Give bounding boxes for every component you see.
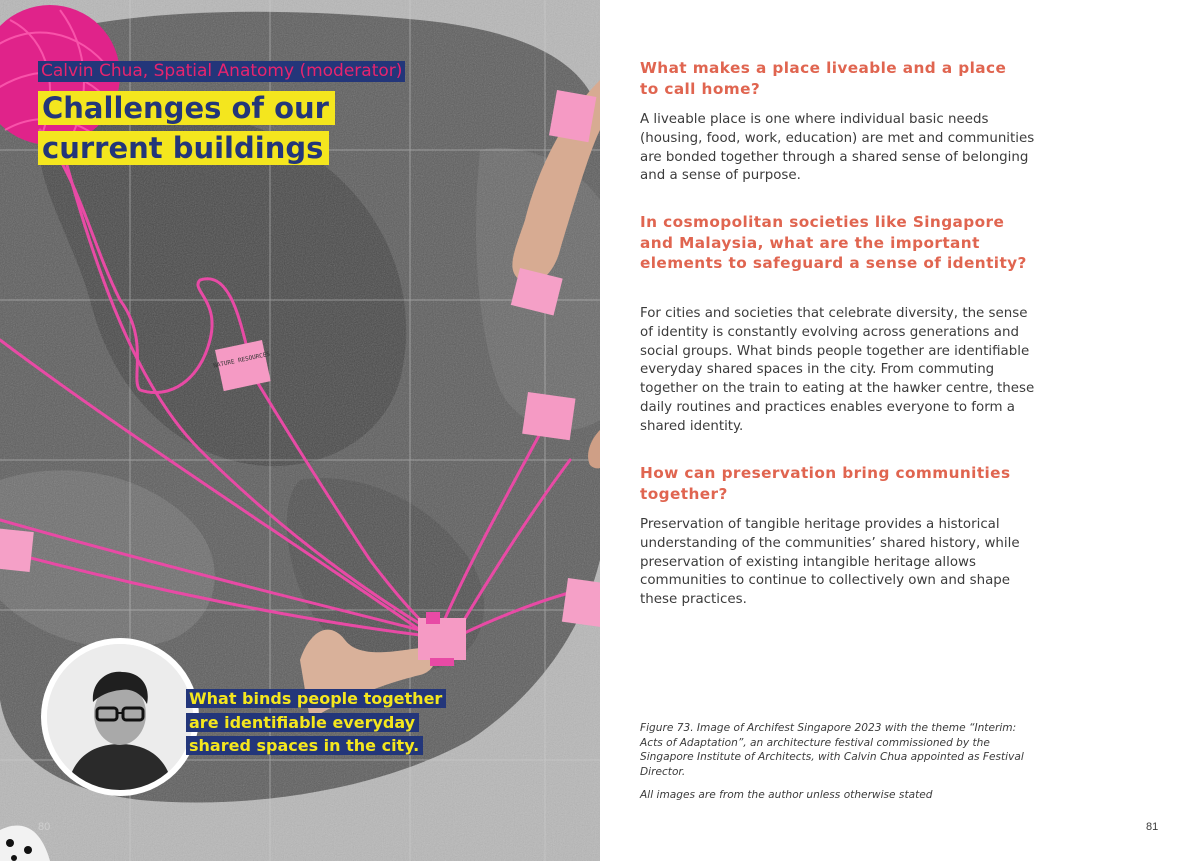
pull-quote-line-3: shared spaces in the city. <box>186 736 423 755</box>
svg-text:NATURE RESOURCES: NATURE RESOURCES <box>212 350 271 370</box>
answer-1: A liveable place is one where individual basic needs (housing, food, work, education) are met and communities are bonded together through a shared sense of belonging and a sense of purpose. <box>640 112 1035 184</box>
page-number-left: 80 <box>38 821 51 833</box>
page-title-line-1: Challenges of our <box>38 91 335 125</box>
image-credit: All images are from the author unless otherwise stated <box>640 789 933 801</box>
question-1: What makes a place liveable and a place to call home? <box>640 59 1007 98</box>
portrait-photo <box>47 644 193 790</box>
page-title <box>38 88 335 168</box>
sticky-note-curator <box>0 528 34 572</box>
right-page <box>600 0 1200 861</box>
page-title-line-2: current buildings <box>38 131 329 165</box>
sticky-note-top-edge <box>549 90 596 142</box>
pull-quote <box>186 687 486 758</box>
page-number-right: 81 <box>1146 821 1159 833</box>
sticky-note-heritage <box>522 392 575 440</box>
speaker-kicker: Calvin Chua, Spatial Anatomy (moderator) <box>38 61 405 82</box>
sticky-note-festival-house <box>418 612 466 666</box>
pull-quote-line-2: are identifiable everyday <box>186 713 419 732</box>
question-2: In cosmopolitan societies like Singapore and Malaysia, what are the important elements to safeguard a sense of identity? <box>640 213 1027 273</box>
pull-quote-line-1: What binds people together <box>186 689 446 708</box>
question-3: How can preservation bring communities together? <box>640 464 1011 503</box>
speaker-portrait <box>41 638 199 796</box>
answer-3: Preservation of tangible heritage provides a historical understanding of the communities’ shared history, while preservation of existing intangible heritage allows communities to continue to collectively own and shape these practices. <box>640 517 1020 608</box>
sticky-note-festival-club <box>562 578 600 627</box>
answer-2: For cities and societies that celebrate diversity, the sense of identity is constantly evolving across generations and social groups. What binds people together are identifiable everyday shared spaces in the city. From commuting together on the train to eating at the hawker centre, these daily routines and practices enables everyone to form a shared identity. <box>640 306 1035 434</box>
figure-caption: Figure 73. Image of Archifest Singapore 2023 with the theme “Interim: Acts of Adaptation”, an architecture festival commissioned by the Singapore Institute of Architects, with Calvin Chua appointed as Festival Director. <box>640 722 1024 778</box>
